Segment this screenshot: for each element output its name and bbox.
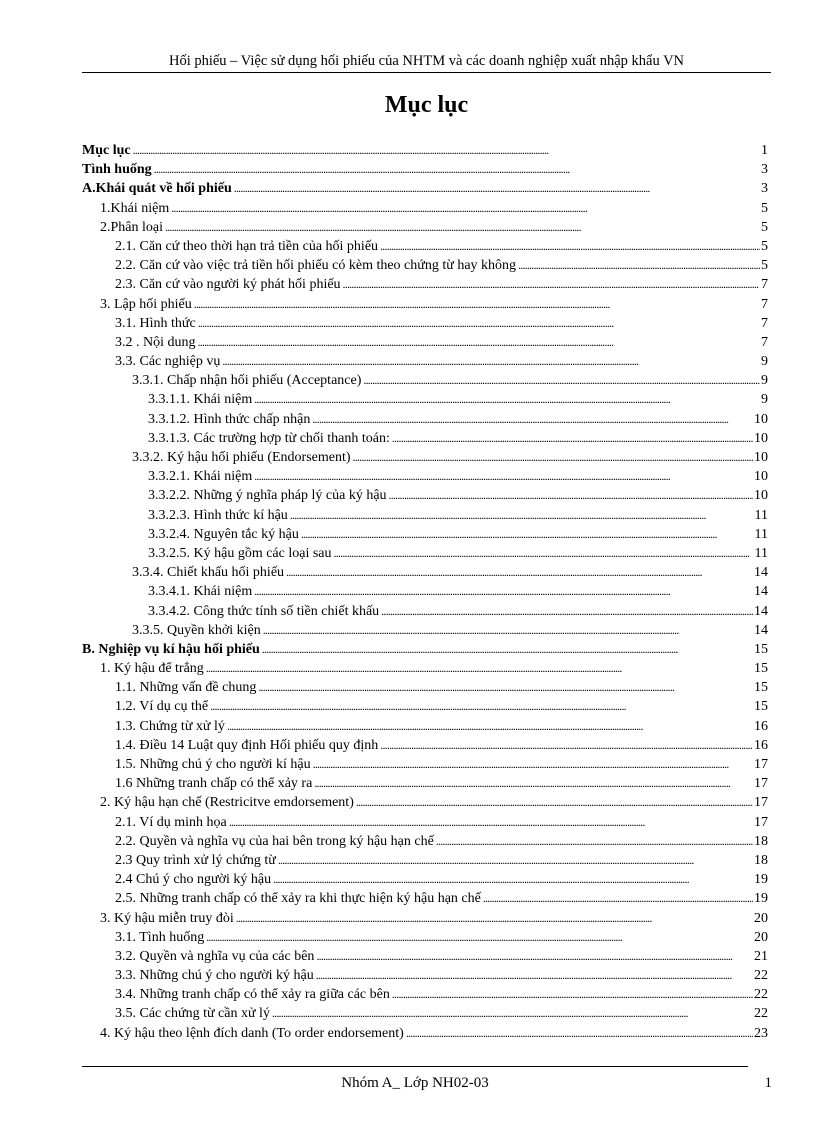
toc-entry-label: 3.1. Hình thức xyxy=(115,315,196,331)
toc-entry[interactable] xyxy=(82,390,768,409)
toc-dot-leader xyxy=(334,544,754,563)
toc-entry-label: 3. Ký hậu miễn truy đòi xyxy=(100,910,234,926)
toc-entry-label: 1.5. Những chú ý cho người kí hậu xyxy=(115,757,311,772)
toc-dot-leader xyxy=(254,390,760,409)
toc-dot-leader xyxy=(301,525,754,544)
toc-dot-leader xyxy=(206,659,753,678)
toc-entry-label: 3.2 . Nội dung xyxy=(115,334,196,350)
toc-entry-label: 3.3.2. Ký hậu hối phiếu (Endorsement) xyxy=(132,450,351,465)
toc-entry-label: 3. Lập hối phiếu xyxy=(100,296,192,312)
toc-entry[interactable] xyxy=(82,544,768,563)
toc-entry-page: 22 xyxy=(754,1006,768,1022)
toc-entry-label: 2.4 Chú ý cho người ký hậu xyxy=(115,872,272,888)
toc-entry[interactable] xyxy=(82,640,768,659)
toc-entry[interactable] xyxy=(82,486,768,505)
toc-entry[interactable] xyxy=(82,832,768,851)
toc-entry-page: 22 xyxy=(754,987,768,1003)
page-header: Hối phiếu – Việc sử dụng hối phiếu của NHTM và các doanh nghiệp xuất nhập khẩu VN xyxy=(168,53,685,69)
toc-dot-leader xyxy=(392,429,753,448)
toc-entry[interactable] xyxy=(82,179,768,198)
toc-entry[interactable] xyxy=(82,755,768,774)
toc-entry-page: 15 xyxy=(754,661,768,677)
toc-dot-leader xyxy=(389,486,753,505)
toc-entry[interactable] xyxy=(82,1024,768,1043)
toc-entry-page: 17 xyxy=(754,795,768,811)
toc-entry[interactable] xyxy=(82,448,768,467)
toc-entry[interactable] xyxy=(82,813,768,832)
toc-entry-label: 3.3.1.1. Khái niệm xyxy=(148,392,253,408)
toc-entry[interactable] xyxy=(82,947,768,966)
toc-entry[interactable] xyxy=(82,1004,768,1023)
toc-entry-page: 10 xyxy=(754,450,768,465)
toc-dot-leader xyxy=(518,256,760,275)
toc-dot-leader xyxy=(353,448,753,467)
toc-entry[interactable] xyxy=(82,717,768,736)
toc-entry-label: 3.3.2.5. Ký hậu gồm các loại sau xyxy=(148,545,332,561)
toc-entry-page: 9 xyxy=(761,373,768,389)
toc-entry-label: 3.3. Những chú ý cho người ký hậu xyxy=(115,968,314,984)
toc-dot-leader xyxy=(278,851,753,870)
toc-dot-leader xyxy=(316,966,753,985)
toc-dot-leader xyxy=(206,928,753,947)
toc-dot-leader xyxy=(356,793,753,812)
toc-entry[interactable] xyxy=(82,621,768,640)
toc-entry-page: 14 xyxy=(754,603,768,619)
toc-entry-page: 14 xyxy=(754,584,768,600)
toc-entry-label: 1.6 Những tranh chấp có thể xảy ra xyxy=(115,776,313,792)
toc-entry[interactable] xyxy=(82,525,768,544)
toc-dot-leader xyxy=(312,410,753,429)
toc-entry[interactable] xyxy=(82,218,768,237)
toc-entry-label: 3.3.4. Chiết khấu hối phiếu xyxy=(132,565,285,581)
toc-entry-page: 5 xyxy=(761,258,768,274)
toc-entry-label: Mục lục xyxy=(82,143,131,158)
toc-entry-page: 11 xyxy=(754,507,768,523)
toc-entry[interactable] xyxy=(82,160,768,179)
toc-entry[interactable] xyxy=(82,410,768,429)
toc-entry[interactable] xyxy=(82,909,768,928)
toc-entry-page: 1 xyxy=(761,143,768,158)
toc-entry-page: 14 xyxy=(754,622,768,638)
toc-entry-label: 3.3.2.4. Nguyên tắc ký hậu xyxy=(148,526,299,542)
toc-dot-leader xyxy=(254,467,753,486)
toc-dot-leader xyxy=(258,678,753,697)
toc-entry[interactable] xyxy=(82,275,768,294)
toc-dot-leader xyxy=(290,506,754,525)
toc-entry-page: 19 xyxy=(754,891,768,907)
toc-entry-label: 3.2. Quyền và nghĩa vụ của các bên xyxy=(115,948,315,964)
toc-entry-page: 10 xyxy=(754,430,768,446)
toc-entry[interactable] xyxy=(82,467,768,486)
toc-entry-page: 11 xyxy=(754,526,768,542)
footer-rule xyxy=(82,1066,748,1067)
toc-entry[interactable] xyxy=(82,333,768,352)
toc-dot-leader xyxy=(234,179,760,198)
toc-entry[interactable] xyxy=(82,314,768,333)
toc-dot-leader xyxy=(198,333,761,352)
toc-entry-page: 3 xyxy=(761,162,768,178)
toc-entry-page: 7 xyxy=(761,334,768,350)
toc-entry-label: B. Nghiệp vụ kí hậu hối phiếu xyxy=(82,641,260,657)
toc-entry-label: 3.3.4.2. Công thức tính số tiền chiết khấu xyxy=(148,603,380,619)
toc-entry-page: 5 xyxy=(761,219,768,235)
toc-entry-label: 1.2. Ví dụ cụ thể xyxy=(115,699,209,715)
toc-dot-leader xyxy=(272,1004,753,1023)
toc-dot-leader xyxy=(254,582,753,601)
table-of-contents xyxy=(82,141,768,1043)
toc-entry-page: 15 xyxy=(754,641,768,657)
toc-entry-page: 9 xyxy=(761,354,768,370)
toc-entry[interactable] xyxy=(82,774,768,793)
toc-dot-leader xyxy=(381,602,753,621)
toc-dot-leader xyxy=(227,717,753,736)
toc-entry-page: 10 xyxy=(754,411,768,427)
header-rule xyxy=(82,72,771,73)
toc-dot-leader xyxy=(171,199,760,218)
page-number: 1 xyxy=(764,1075,772,1091)
toc-entry[interactable] xyxy=(82,563,768,582)
toc-entry-label: 3.3. Các nghiệp vụ xyxy=(115,354,221,370)
toc-entry-label: 3.3.1.3. Các trường hợp từ chối thanh toán: xyxy=(148,430,390,446)
toc-entry[interactable] xyxy=(82,697,768,716)
toc-entry[interactable] xyxy=(82,506,768,525)
toc-entry[interactable] xyxy=(82,966,768,985)
toc-entry[interactable] xyxy=(82,678,768,697)
toc-entry[interactable] xyxy=(82,429,768,448)
toc-entry-page: 17 xyxy=(754,757,768,772)
toc-entry-label: 3.3.1.2. Hình thức chấp nhận xyxy=(148,411,311,427)
toc-entry-page: 18 xyxy=(754,833,768,849)
toc-entry-label: 1.4. Điều 14 Luật quy định Hối phiếu quy định xyxy=(115,737,379,753)
toc-entry-page: 11 xyxy=(754,545,768,561)
toc-entry-label: 1.1. Những vấn đề chung xyxy=(115,680,257,696)
toc-entry-label: 2.5. Những tranh chấp có thể xảy ra khi thực hiện ký hậu hạn chế xyxy=(115,891,481,907)
toc-entry-page: 17 xyxy=(754,776,768,792)
toc-entry[interactable] xyxy=(82,889,768,908)
toc-entry-page: 22 xyxy=(754,968,768,984)
toc-entry-label: 2.1. Ví dụ minh họa xyxy=(115,814,227,830)
toc-entry-page: 20 xyxy=(754,929,768,945)
toc-dot-leader xyxy=(314,774,753,793)
toc-dot-leader xyxy=(392,985,753,1004)
toc-dot-leader xyxy=(380,237,760,256)
toc-entry[interactable] xyxy=(82,582,768,601)
toc-entry-label: 3.3.1. Chấp nhận hối phiếu (Acceptance) xyxy=(132,373,362,389)
toc-entry-label: A.Khái quát về hối phiếu xyxy=(82,181,232,197)
toc-entry-page: 19 xyxy=(754,872,768,888)
toc-dot-leader xyxy=(194,295,760,314)
toc-entry-label: 2.3. Căn cứ vào người ký phát hối phiếu xyxy=(115,277,341,293)
toc-dot-leader xyxy=(316,947,753,966)
page-footer: Nhóm A_ Lớp NH02-03 xyxy=(341,1075,489,1091)
toc-dot-leader xyxy=(483,889,753,908)
toc-entry[interactable] xyxy=(82,659,768,678)
toc-entry-label: 2.2. Căn cứ vào việc trả tiền hối phiếu có kèm theo chứng từ hay không xyxy=(115,258,517,274)
toc-entry-page: 5 xyxy=(761,200,768,216)
toc-entry-label: 3.3.5. Quyền khởi kiện xyxy=(132,622,261,638)
toc-entry[interactable] xyxy=(82,793,768,812)
toc-entry-page: 21 xyxy=(754,948,768,964)
toc-dot-leader xyxy=(273,870,753,889)
toc-entry-label: Tình huống xyxy=(82,162,152,178)
toc-entry-page: 14 xyxy=(754,565,768,581)
toc-entry-label: 1. Ký hậu để trắng xyxy=(100,661,204,677)
toc-entry-page: 23 xyxy=(754,1025,768,1041)
toc-entry-label: 3.3.2.3. Hình thức kí hậu xyxy=(148,507,288,523)
toc-entry-label: 2.3 Quy trình xử lý chứng từ xyxy=(115,852,276,868)
toc-dot-leader xyxy=(222,352,760,371)
toc-dot-leader xyxy=(380,736,753,755)
toc-dot-leader xyxy=(236,909,753,928)
toc-entry[interactable] xyxy=(82,736,768,755)
toc-entry-page: 10 xyxy=(754,488,768,504)
toc-entry-label: 3.3.2.2. Những ý nghĩa pháp lý của ký hậu xyxy=(148,488,387,504)
toc-entry[interactable] xyxy=(82,141,768,160)
toc-entry-page: 5 xyxy=(761,238,768,254)
toc-entry-label: 1.3. Chứng từ xử lý xyxy=(115,718,225,734)
toc-dot-leader xyxy=(133,141,760,160)
toc-dot-leader xyxy=(154,160,760,179)
toc-entry[interactable] xyxy=(82,870,768,889)
toc-dot-leader xyxy=(210,697,753,716)
toc-entry[interactable] xyxy=(82,928,768,947)
toc-entry-label: 3.4. Những tranh chấp có thể xảy ra giữa các bên xyxy=(115,987,390,1003)
toc-entry[interactable] xyxy=(82,295,768,314)
toc-dot-leader xyxy=(286,563,753,582)
toc-entry-page: 16 xyxy=(754,718,768,734)
toc-entry-label: 3.3.2.1. Khái niệm xyxy=(148,469,253,485)
toc-entry-label: 3.3.4.1. Khái niệm xyxy=(148,584,253,600)
toc-entry-label: 3.5. Các chứng từ cần xử lý xyxy=(115,1006,270,1022)
toc-dot-leader xyxy=(313,755,753,774)
toc-entry-page: 15 xyxy=(754,680,768,696)
toc-dot-leader xyxy=(263,621,753,640)
toc-dot-leader xyxy=(363,371,760,390)
toc-dot-leader xyxy=(343,275,760,294)
toc-entry-page: 7 xyxy=(761,296,768,312)
toc-entry[interactable] xyxy=(82,985,768,1004)
toc-entry-label: 2. Ký hậu hạn chế (Restricitve emdorsement) xyxy=(100,795,354,811)
toc-entry[interactable] xyxy=(82,256,768,275)
toc-entry-label: 4. Ký hậu theo lệnh đích danh (To order endorsement) xyxy=(100,1025,404,1041)
toc-entry[interactable] xyxy=(82,352,768,371)
toc-entry-page: 7 xyxy=(761,277,768,293)
toc-dot-leader xyxy=(406,1024,753,1043)
toc-entry-label: 2.2. Quyền và nghĩa vụ của hai bên trong ký hậu hạn chế xyxy=(115,833,434,849)
toc-entry-page: 18 xyxy=(754,852,768,868)
toc-dot-leader xyxy=(262,640,753,659)
toc-entry-page: 3 xyxy=(761,181,768,197)
toc-entry-label: 3.1. Tình huống xyxy=(115,929,205,945)
toc-entry-page: 16 xyxy=(754,737,768,753)
toc-entry-page: 15 xyxy=(754,699,768,715)
toc-entry-label: 2.1. Căn cứ theo thời hạn trả tiền của hối phiếu xyxy=(115,238,379,254)
toc-entry-page: 9 xyxy=(761,392,768,408)
toc-entry[interactable] xyxy=(82,371,768,390)
toc-entry-label: 1.Khái niệm xyxy=(100,200,170,216)
toc-entry-page: 10 xyxy=(754,469,768,485)
toc-entry[interactable] xyxy=(82,199,768,218)
toc-entry-page: 20 xyxy=(754,910,768,926)
toc-dot-leader xyxy=(198,314,760,333)
toc-entry[interactable] xyxy=(82,851,768,870)
toc-dot-leader xyxy=(229,813,753,832)
toc-dot-leader xyxy=(436,832,753,851)
toc-entry[interactable] xyxy=(82,237,768,256)
toc-entry-label: 2.Phân loại xyxy=(100,219,163,235)
toc-entry[interactable] xyxy=(82,602,768,621)
toc-entry-page: 17 xyxy=(754,814,768,830)
toc-dot-leader xyxy=(165,218,760,237)
page-title: Mục lục xyxy=(384,92,469,118)
toc-entry-page: 7 xyxy=(761,315,768,331)
